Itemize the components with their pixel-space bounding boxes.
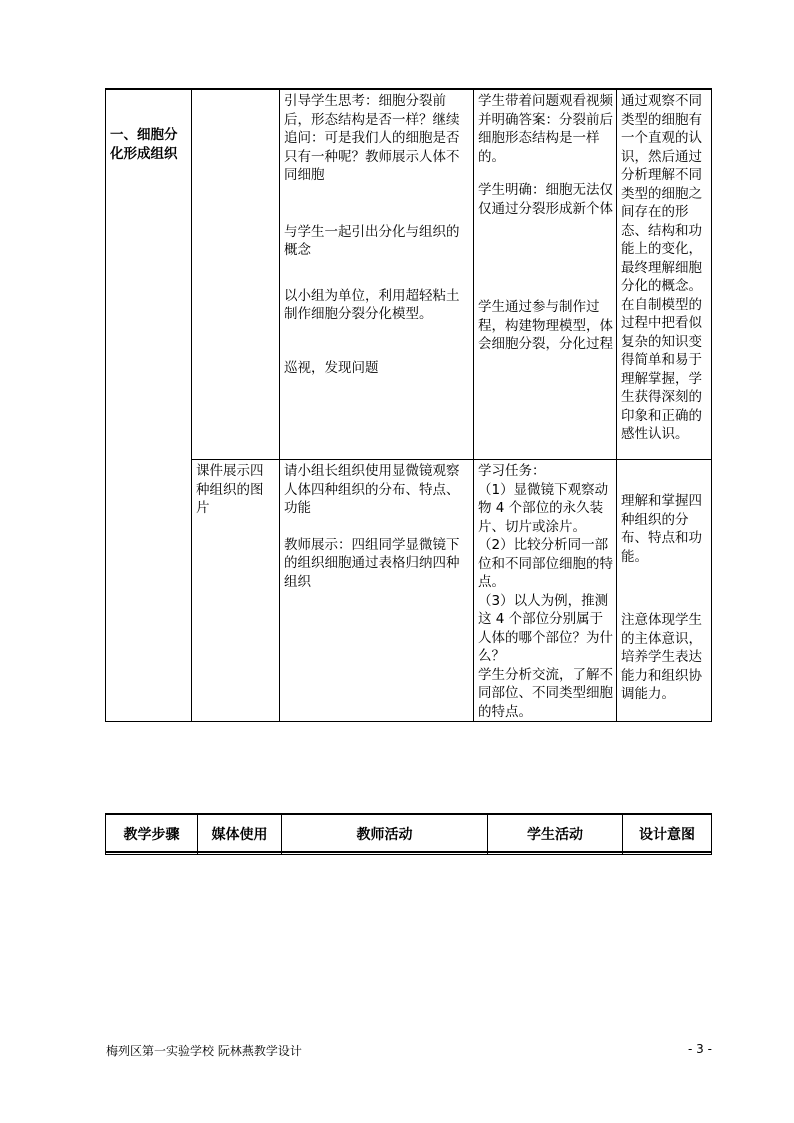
teacher-text: 以小组为单位，利用超轻粘土制作细胞分裂分化模型。	[284, 287, 460, 322]
student-activity-cell	[474, 89, 617, 460]
header-intent: 设计意图	[623, 814, 712, 855]
teacher-activity-cell	[280, 460, 474, 722]
student-text: 学生通过参与制作过程，构建物理模型，体会细胞分裂，分化过程	[478, 299, 613, 352]
student-text: （2）比较分析同一部位和不同部位细胞的特点。	[478, 537, 613, 590]
header-student: 学生活动	[488, 814, 623, 855]
intent-text: 理解和掌握四种组织的分布、特点和功能。	[621, 493, 702, 565]
intent-text: 通过观察不同类型的细胞有一个直观的认识，然后通过分析理解不同类型的细胞之间存在的形态、结构和功能上的变化，最终理解细胞分化的概念。	[621, 93, 702, 294]
student-text: 学生分析交流，了解不同部位、不同类型细胞的特点。	[478, 666, 613, 720]
table-row	[106, 89, 712, 460]
lesson-table	[105, 88, 712, 722]
intent-text: 在自制模型的过程中把看似复杂的知识变得简单和易于理解掌握，学生获得深刻的印象和正确的感性认识。	[621, 296, 702, 442]
intent-text: 注意体现学生的主体意识，培养学生表达能力和组织协调能力。	[621, 612, 702, 702]
student-text: （3）以人为例，推测这 4 个部位分别属于人体的哪个部位？为什么？	[478, 592, 613, 664]
student-text: 学生明确：细胞无法仅仅通过分裂形成新个体	[478, 182, 613, 217]
intent-cell	[617, 89, 712, 460]
student-activity-cell	[474, 460, 617, 722]
stage-title: 一、细胞分化形成组织	[110, 127, 178, 162]
header-teacher: 教师活动	[282, 814, 488, 855]
student-text: 学生带着问题观看视频并明确答案：分裂前后细胞形态结构是一样的。	[478, 93, 613, 165]
teacher-text: 巡视，发现问题	[284, 359, 379, 376]
table-row	[106, 460, 712, 722]
intent-cell	[617, 460, 712, 722]
header-table	[105, 813, 712, 855]
teacher-activity-cell	[280, 89, 474, 460]
footer-school: 梅列区第一实验学校 阮林燕教学设计	[106, 1044, 302, 1058]
teacher-text: 请小组长组织使用显微镜观察人体四种组织的分布、特点、功能	[284, 463, 460, 516]
teacher-text: 引导学生思考：细胞分裂前后，形态结构是否一样？继续追问：可是我们人的细胞是否只有一种呢？教师展示人体不同细胞	[284, 93, 460, 183]
student-text: （1）显微镜下观察动物 4 个部位的永久装片、切片或涂片。	[478, 481, 609, 535]
header-media: 媒体使用	[198, 814, 282, 855]
header-step: 教学步骤	[106, 814, 198, 855]
page-number: - 3 -	[688, 1042, 712, 1056]
table-row	[106, 814, 712, 855]
media-cell	[192, 460, 280, 722]
stage-cell	[106, 89, 192, 722]
student-text: 学习任务：	[478, 463, 546, 479]
teacher-text: 与学生一起引出分化与组织的概念	[284, 223, 460, 258]
teacher-text: 教师展示：四组同学显微镜下的组织细胞通过表格归纳四种组织	[284, 536, 460, 590]
media-cell-empty	[192, 89, 280, 460]
media-text: 课件展示四种组织的图片	[196, 463, 264, 516]
